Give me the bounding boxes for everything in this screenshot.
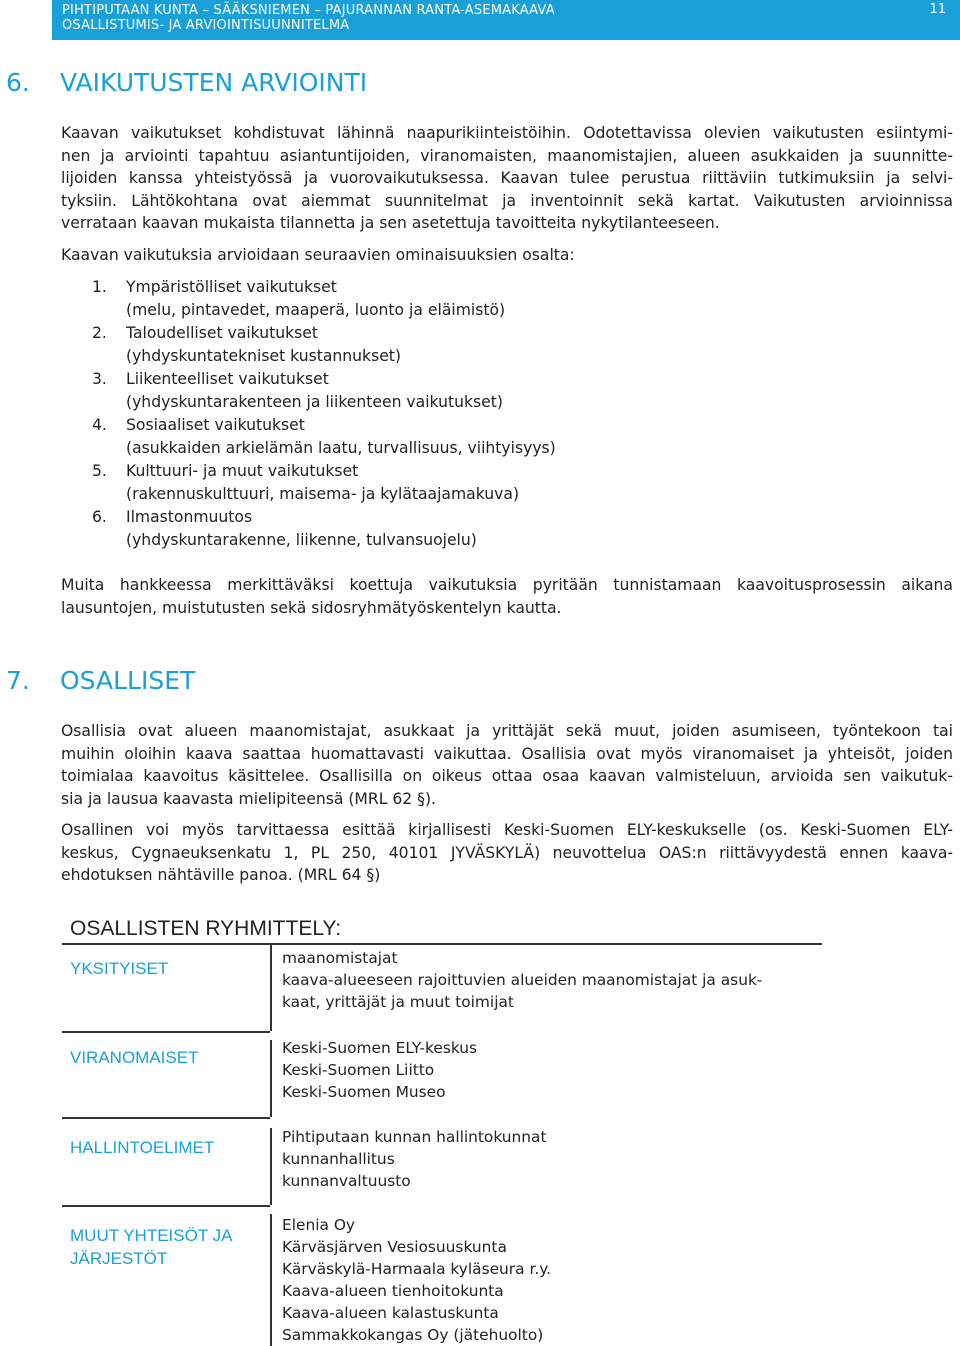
- member-item: Sammakkokangas Oy (jätehuolto): [282, 1326, 544, 1344]
- table-divider: [270, 1214, 272, 1346]
- group-category-private: [70, 957, 168, 980]
- text-line: ehdotuksen nähtäville panoa. (MRL 64 §): [61, 866, 381, 885]
- list-item-number: 4.: [92, 416, 107, 434]
- header-subtitle: OSALLISTUMIS- JA ARVIOINTISUUNNITELMA: [62, 18, 350, 33]
- list-item-title: Ilmastonmuutos: [126, 508, 253, 526]
- section-7-para-1: [61, 720, 953, 810]
- group-members-organizations: [282, 1214, 551, 1346]
- list-item-detail: (yhdyskuntarakenteen ja liikenteen vaikutukset): [126, 393, 503, 411]
- text-line: Osallinen voi myös tarvittaessa esittää kirjallisesti Keski-Suomen ELY-keskukselle (os. Keski-Suomen ELY-: [61, 821, 953, 839]
- section-6-heading: [6, 68, 367, 97]
- section-6-intro: [61, 122, 953, 235]
- list-item-detail: (yhdyskuntarakenne, liikenne, tulvansuojelu): [126, 531, 477, 549]
- list-intro: [61, 244, 953, 267]
- member-item: kaava-alueeseen rajoittuvien alueiden maanomistajat ja asuk-: [282, 971, 763, 989]
- list-item: [92, 368, 556, 414]
- list-item-title: Liikenteelliset vaikutukset: [126, 370, 329, 388]
- list-item-detail: (yhdyskuntatekniset kustannukset): [126, 347, 401, 365]
- category-label: HALLINTOELIMET: [70, 1138, 215, 1157]
- category-label: JÄRJESTÖT: [70, 1249, 168, 1268]
- member-item: Keski-Suomen Liitto: [282, 1061, 435, 1079]
- section-6-number: 6.: [6, 68, 30, 97]
- text-line: toimialaa kaavoitus käsittelee. Osallisilla on oikeus ottaa osaa kaavan valmisteluun, arvioida sen vaikutuk-: [61, 767, 953, 786]
- group-members-administration: [282, 1126, 547, 1192]
- text-line: Kaavan vaikutukset kohdistuvat lähinnä naapurikiinteistöihin. Odotettavissa olevien vaikutusten esiintymi-: [61, 124, 953, 142]
- groups-title-rule: [62, 943, 822, 945]
- member-item: Pihtiputaan kunnan hallintokunnat: [282, 1128, 547, 1146]
- text-line: lijoiden kanssa yhteistyössä ja vuorovaikutuksessa. Kaavan tulee perustua riittäviin tutkimuksiin ja selvi-: [61, 169, 953, 188]
- list-item-number: 3.: [92, 370, 107, 388]
- list-item: [92, 506, 556, 552]
- group-category-organizations: [70, 1224, 232, 1270]
- list-item-detail: (asukkaiden arkielämän laatu, turvallisuus, viihtyisyys): [126, 439, 556, 457]
- list-item-number: 2.: [92, 324, 107, 342]
- member-item: Kaava-alueen kalastuskunta: [282, 1304, 499, 1322]
- section-7-number: 7.: [6, 666, 30, 695]
- member-item: Elenia Oy: [282, 1216, 356, 1234]
- section-7-title: OSALLISET: [60, 666, 196, 695]
- member-item: Kärväskylä-Harmaala kyläseura r.y.: [282, 1260, 552, 1278]
- group-category-authorities: [70, 1046, 198, 1069]
- text-line: Kaavan vaikutuksia arvioidaan seuraavien ominaisuuksien osalta:: [61, 246, 575, 264]
- list-item: [92, 322, 556, 368]
- impact-list: [92, 276, 556, 552]
- table-divider: [270, 943, 272, 1031]
- row-rule: [62, 1031, 270, 1033]
- member-item: kunnanvaltuusto: [282, 1172, 411, 1190]
- text-line: tyksiin. Lähtökohtana ovat aiemmat suunnitelmat ja inventoinnit sekä kartat. Vaikutusten arvioinnissa: [61, 191, 953, 210]
- category-label: VIRANOMAISET: [70, 1048, 199, 1067]
- page-number: 11: [929, 2, 946, 17]
- text-line: Muita hankkeessa merkittäväksi koettuja vaikutuksia pyritään tunnistamaan kaavoitusprosessin aikana: [61, 576, 953, 594]
- table-divider: [270, 1128, 272, 1205]
- member-item: maanomistajat: [282, 949, 398, 967]
- text-line: lausuntojen, muistutusten sekä sidosryhmätyöskentelyn kautta.: [61, 598, 562, 617]
- text-line: verrataan kaavan mukaista tilannetta ja sen asetettuja tavoitteita nykytilanteeseen.: [61, 214, 720, 233]
- list-item-detail: (melu, pintavedet, maaperä, luonto ja eläimistö): [126, 301, 506, 319]
- group-category-administration: [70, 1136, 214, 1159]
- text-line: muihin oloihin kaava saattaa huomattavasti vaikuttaa. Osallisia ovat myös viranomaiset ja yhteisöt, joiden: [61, 744, 953, 763]
- text-line: nen ja arviointi tapahtuu asiantuntijoiden, viranomaisten, maanomistajien, alueen asukkaiden ja suunnitte-: [61, 146, 953, 165]
- list-item-title: Taloudelliset vaikutukset: [126, 324, 318, 342]
- list-item: [92, 460, 556, 506]
- member-item: Keski-Suomen Museo: [282, 1083, 446, 1101]
- section-6-title: VAIKUTUSTEN ARVIOINTI: [60, 68, 368, 97]
- header-title: PIHTIPUTAAN KUNTA – SÄÄKSNIEMEN – PAJURANNAN RANTA-ASEMAKAAVA: [62, 3, 555, 18]
- list-item-title: Ympäristölliset vaikutukset: [126, 278, 337, 296]
- group-members-authorities: [282, 1037, 477, 1103]
- category-label: MUUT YHTEISÖT JA: [70, 1226, 233, 1245]
- list-item-title: Kulttuuri- ja muut vaikutukset: [126, 462, 359, 480]
- member-item: Keski-Suomen ELY-keskus: [282, 1039, 478, 1057]
- list-item-number: 1.: [92, 278, 107, 296]
- list-item: [92, 276, 556, 322]
- member-item: kaat, yrittäjät ja muut toimijat: [282, 993, 514, 1011]
- list-item-title: Sosiaaliset vaikutukset: [126, 416, 305, 434]
- text-line: sia ja lausua kaavasta mielipiteensä (MRL 62 §).: [61, 789, 436, 808]
- list-item-number: 6.: [92, 508, 107, 526]
- category-label: YKSITYISET: [70, 959, 169, 978]
- section-6-closing: [61, 574, 953, 619]
- member-item: Kaava-alueen tienhoitokunta: [282, 1282, 504, 1300]
- section-7-heading: [6, 666, 195, 695]
- groups-title: OSALLISTEN RYHMITTELY:: [70, 917, 342, 940]
- group-members-private: [282, 947, 762, 1013]
- table-divider: [270, 1040, 272, 1117]
- member-item: Kärväsjärven Vesiosuuskunta: [282, 1238, 507, 1256]
- member-item: kunnanhallitus: [282, 1150, 395, 1168]
- section-7-para-2: [61, 819, 953, 887]
- text-line: Osallisia ovat alueen maanomistajat, asukkaat ja yrittäjät sekä muut, joiden asumiseen, työntekoon tai: [61, 722, 953, 740]
- row-rule: [62, 1117, 270, 1119]
- list-item-number: 5.: [92, 462, 107, 480]
- list-item: [92, 414, 556, 460]
- row-rule: [62, 1205, 270, 1207]
- list-item-detail: (rakennuskulttuuri, maisema- ja kylätaajamakuva): [126, 485, 520, 503]
- text-line: keskus, Cygnaeuksenkatu 1, PL 250, 40101 JYVÄSKYLÄ) neuvottelua OAS:n riittävyydestä ennen kaava-: [61, 843, 953, 862]
